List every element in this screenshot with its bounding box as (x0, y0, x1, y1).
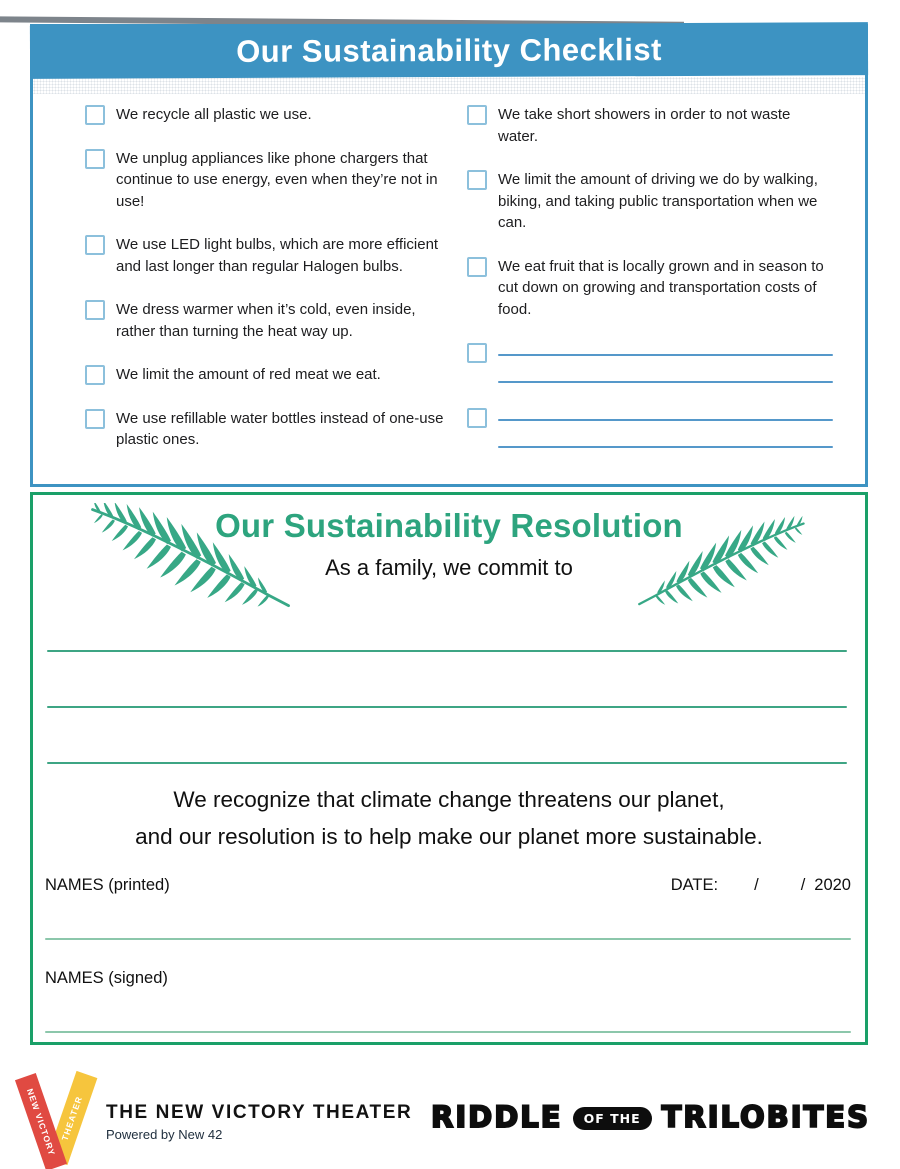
checkbox[interactable] (85, 365, 105, 385)
write-line[interactable] (47, 650, 847, 652)
checkbox[interactable] (467, 257, 487, 277)
checkbox[interactable] (467, 105, 487, 125)
checkbox[interactable] (467, 343, 487, 363)
signature-line[interactable] (45, 938, 851, 940)
checklist-item (85, 299, 451, 342)
write-line[interactable] (498, 381, 833, 383)
checklist-item (85, 234, 451, 277)
resolution-subtitle: As a family, we commit to (325, 555, 573, 580)
checklist-item (85, 364, 451, 386)
checklist-item-blank (467, 407, 833, 448)
checklist-item-label: We limit the amount of red meat we eat. (116, 366, 381, 383)
write-in-area (498, 407, 833, 448)
checklist-item-blank (467, 342, 833, 383)
checklist-item-label: We dress warmer when it’s cold, even inside, rather than turning the heat way up. (116, 301, 416, 340)
date-year: 2020 (814, 876, 851, 894)
riddle-of-the-trilobites-logo (431, 1100, 870, 1134)
checklist-item-label: We use refillable water bottles instead of one-use plastic ones. (116, 409, 444, 448)
riddle-word: RIDDLE (431, 1100, 563, 1134)
new-victory-wordmark (106, 1102, 412, 1142)
of-the-badge: OF THE (573, 1107, 652, 1130)
banner-shadow-texture (33, 77, 865, 94)
names-signed-label: NAMES (signed) (45, 969, 168, 987)
checklist-columns (33, 94, 865, 473)
checkbox[interactable] (85, 149, 105, 169)
checklist-item-label: We limit the amount of driving we do by walking, biking, and taking public transportation when we can. (498, 171, 818, 231)
checkbox[interactable] (467, 408, 487, 428)
checklist-item-label: We take short showers in order to not waste water. (498, 106, 791, 145)
checklist-title: Our Sustainability Checklist (236, 31, 662, 69)
write-line[interactable] (47, 762, 847, 764)
checkbox[interactable] (85, 105, 105, 125)
ribbon-left-label: NEW VICTORY (24, 1087, 58, 1157)
checklist-item-label: We recycle all plastic we use. (116, 106, 312, 123)
theater-name: THE NEW VICTORY THEATER (106, 1102, 413, 1123)
checklist-column-left (85, 104, 451, 473)
date-slash: / (754, 876, 759, 894)
checklist-item (467, 256, 833, 321)
ribbon-right-label: THEATER (59, 1094, 85, 1142)
pledge-text-line2: and our resolution is to help make our planet more sustainable. (135, 824, 763, 849)
checklist-item (85, 104, 451, 126)
checklist-item (467, 169, 833, 234)
checkbox[interactable] (85, 235, 105, 255)
resolution-section (30, 492, 868, 1045)
resolution-title: Our Sustainability Resolution (215, 507, 683, 544)
names-date-row (45, 876, 851, 895)
checklist-section (30, 24, 868, 487)
date-field (671, 876, 851, 895)
checklist-item (85, 148, 451, 213)
write-line[interactable] (47, 706, 847, 708)
checklist-item-label: We unplug appliances like phone chargers that continue to use energy, even when they’re not in use! (116, 149, 438, 210)
checklist-item (467, 104, 833, 147)
checklist-item (85, 408, 451, 451)
checkbox[interactable] (467, 170, 487, 190)
checklist-item-label: We use LED light bulbs, which are more efficient and last longer than regular Halogen bulbs. (116, 236, 439, 275)
footer (0, 1060, 900, 1169)
trilobites-word: TRILOBITES (661, 1100, 870, 1134)
date-slash: / (800, 876, 806, 894)
date-label: DATE: (670, 876, 719, 894)
checkbox[interactable] (85, 409, 105, 429)
checklist-item-label: We eat fruit that is locally grown and in season to cut down on growing and transportation costs of food. (498, 257, 824, 318)
checkbox[interactable] (85, 300, 105, 320)
write-line[interactable] (498, 354, 833, 356)
write-line[interactable] (498, 419, 833, 421)
names-printed-label: NAMES (printed) (45, 876, 170, 894)
signature-line[interactable] (45, 1031, 851, 1033)
powered-by-text: Powered by New 42 (106, 1127, 223, 1142)
checklist-column-right (467, 104, 833, 473)
write-line[interactable] (498, 446, 833, 448)
write-in-area (498, 342, 833, 383)
pledge-text-line1: We recognize that climate change threatens our planet, (173, 787, 725, 812)
checklist-header-banner (30, 22, 868, 79)
